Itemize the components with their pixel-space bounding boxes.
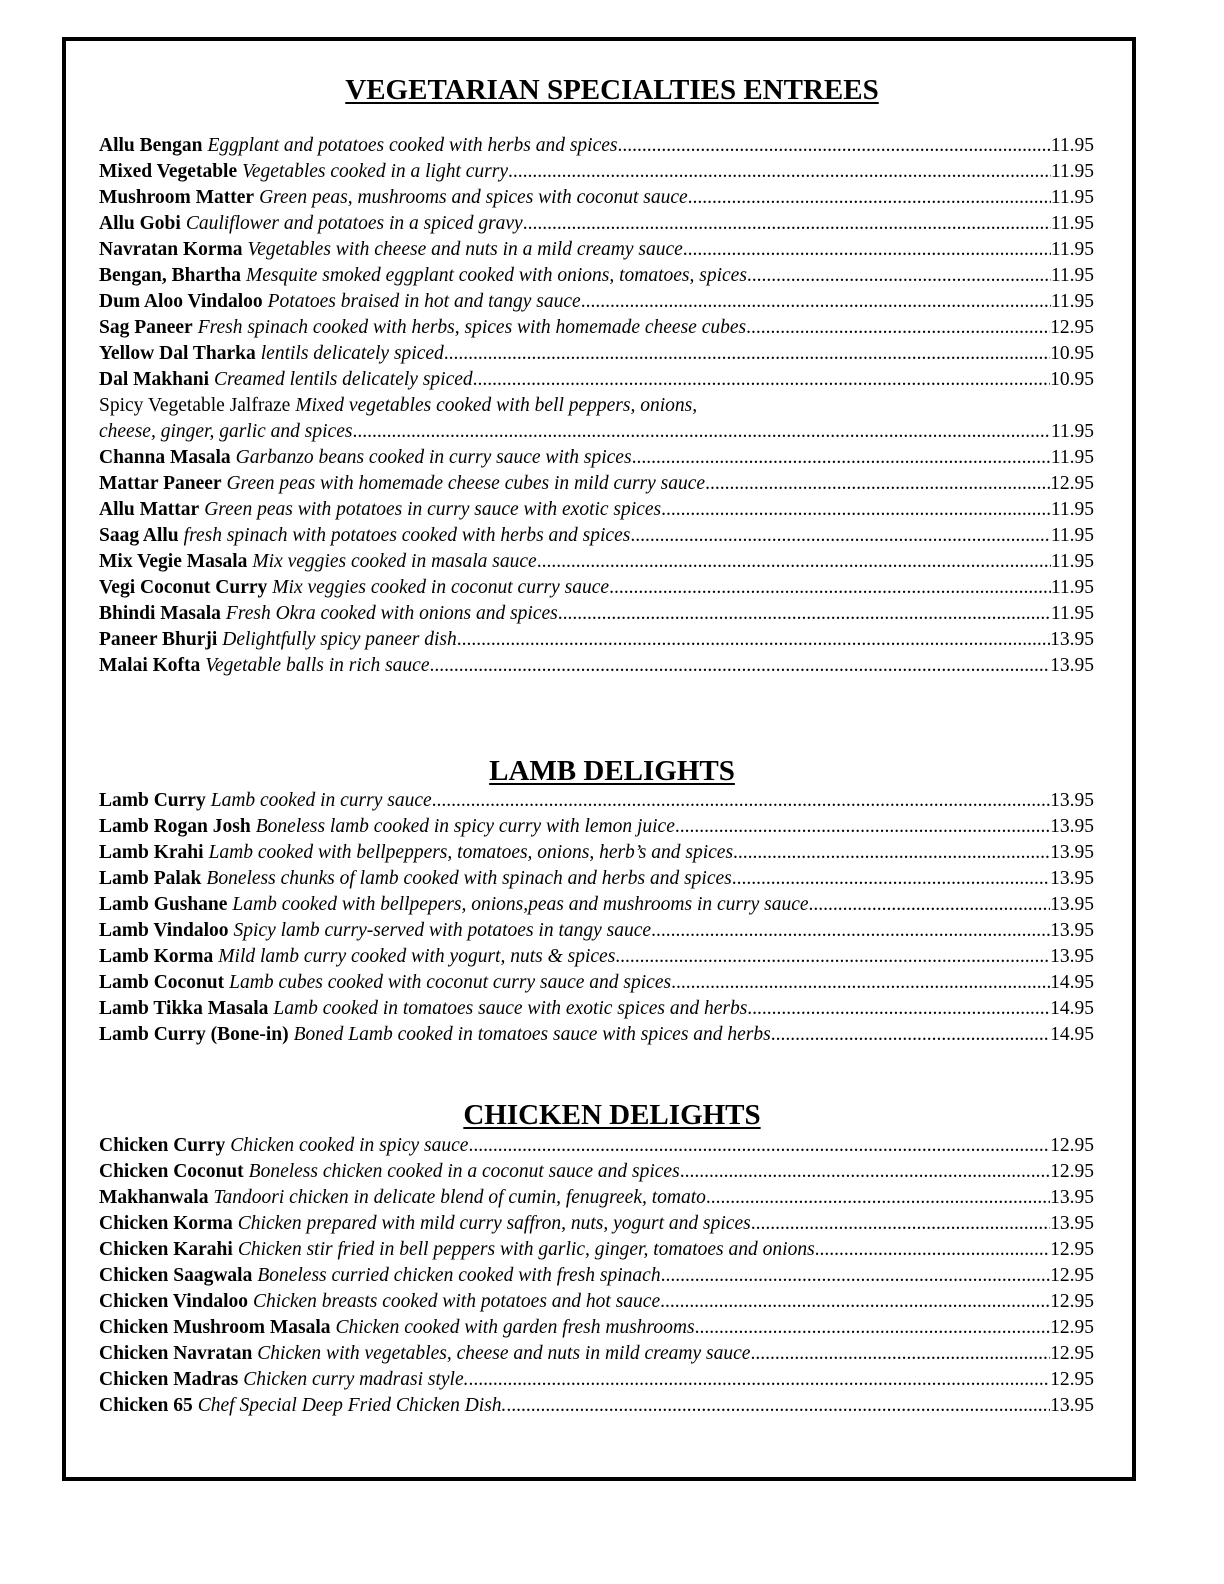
dot-leader bbox=[747, 263, 1051, 289]
menu-item bbox=[99, 523, 1094, 549]
item-description: Garbanzo beans cooked in curry sauce with spices bbox=[235, 447, 632, 468]
item-name: Allu Bengan bbox=[99, 135, 203, 156]
dot-leader bbox=[675, 814, 1050, 840]
item-price: 12.95 bbox=[1050, 1265, 1094, 1286]
item-description: Cauliflower and potatoes in a spiced gravy bbox=[185, 213, 523, 234]
item-name: Chicken Navratan bbox=[99, 1343, 253, 1364]
item-name: Chicken 65 bbox=[99, 1395, 193, 1416]
dot-leader bbox=[750, 1341, 1050, 1367]
menu-item bbox=[99, 788, 1094, 814]
item-description: Creamed lentils delicately spiced bbox=[213, 369, 473, 390]
dot-leader bbox=[746, 315, 1050, 341]
item-description: lentils delicately spiced bbox=[260, 343, 444, 364]
dot-leader bbox=[732, 866, 1050, 892]
item-name: Chicken Korma bbox=[99, 1213, 233, 1234]
item-description-continued: cheese, ginger, garlic and spices bbox=[99, 421, 353, 442]
dot-leader bbox=[352, 419, 1050, 445]
menu-item bbox=[99, 159, 1094, 185]
item-name: Lamb Curry (Bone-in) bbox=[99, 1024, 289, 1045]
menu-item bbox=[99, 653, 1094, 679]
item-price: 13.95 bbox=[1050, 1213, 1094, 1234]
dot-leader bbox=[444, 341, 1050, 367]
item-description: Lamb cooked with bellpeppers, tomatoes, onions, herb’s and spices bbox=[208, 842, 734, 863]
item-price: 13.95 bbox=[1050, 655, 1094, 676]
menu-item bbox=[99, 944, 1094, 970]
item-price: 12.95 bbox=[1050, 317, 1094, 338]
menu-item bbox=[99, 1341, 1094, 1367]
item-name: Spicy Vegetable Jalfraze bbox=[99, 395, 291, 416]
item-price: 11.95 bbox=[1050, 577, 1094, 598]
item-description: Mesquite smoked eggplant cooked with onions, tomatoes, spices bbox=[245, 265, 747, 286]
dot-leader bbox=[469, 1367, 1051, 1393]
item-description: Mixed vegetables cooked with bell peppers, onions, bbox=[295, 395, 698, 416]
item-description: Lamb cubes cooked with coconut curry sauce and spices bbox=[229, 972, 672, 993]
item-price: 12.95 bbox=[1050, 1161, 1094, 1182]
item-price: 11.95 bbox=[1050, 447, 1094, 468]
item-name: Chicken Vindaloo bbox=[99, 1291, 249, 1312]
item-name: Chicken Coconut bbox=[99, 1161, 244, 1182]
item-name: Lamb Rogan Josh bbox=[99, 816, 251, 837]
item-name: Chicken Saagwala bbox=[99, 1265, 253, 1286]
item-name: Lamb Krahi bbox=[99, 842, 204, 863]
item-name: Channa Masala bbox=[99, 447, 231, 468]
item-description: Eggplant and potatoes cooked with herbs and spices bbox=[207, 135, 618, 156]
item-description: Fresh spinach cooked with herbs, spices with homemade cheese cubes bbox=[197, 317, 747, 338]
menu-item bbox=[99, 289, 1094, 315]
menu-item bbox=[99, 497, 1094, 523]
menu-item bbox=[99, 575, 1094, 601]
menu-item bbox=[99, 892, 1094, 918]
dot-leader bbox=[695, 1315, 1051, 1341]
item-name: Mushroom Matter bbox=[99, 187, 255, 208]
item-price: 12.95 bbox=[1050, 1291, 1094, 1312]
dot-leader bbox=[671, 970, 1050, 996]
item-price: 11.95 bbox=[1050, 239, 1094, 260]
item-description: Potatoes braised in hot and tangy sauce bbox=[267, 291, 581, 312]
lamb-section-title: LAMB DELIGHTS bbox=[489, 755, 735, 787]
dot-leader bbox=[558, 601, 1051, 627]
veg-section-title: VEGETARIAN SPECIALTIES ENTREES bbox=[345, 74, 879, 106]
dot-leader bbox=[751, 1211, 1050, 1237]
item-price: 14.95 bbox=[1050, 1024, 1094, 1045]
menu-item bbox=[99, 549, 1094, 575]
dot-leader bbox=[523, 211, 1051, 237]
item-description: Chicken with vegetables, cheese and nuts in mild creamy sauce bbox=[257, 1343, 751, 1364]
menu-item bbox=[99, 1367, 1094, 1393]
item-price: 13.95 bbox=[1050, 920, 1094, 941]
menu-item bbox=[99, 1022, 1094, 1048]
dot-leader bbox=[432, 788, 1050, 814]
item-name: Chicken Karahi bbox=[99, 1239, 233, 1260]
item-description: Fresh Okra cooked with onions and spices bbox=[225, 603, 558, 624]
item-name: Saag Allu bbox=[99, 525, 179, 546]
dot-leader bbox=[815, 1237, 1050, 1263]
item-description: Vegetable balls in rich sauce bbox=[205, 655, 430, 676]
item-price: 11.95 bbox=[1050, 603, 1094, 624]
dot-leader bbox=[630, 523, 1051, 549]
item-price: 11.95 bbox=[1050, 291, 1094, 312]
item-name: Paneer Bhurji bbox=[99, 629, 218, 650]
menu-item bbox=[99, 814, 1094, 840]
item-description: Chicken cooked in spicy sauce bbox=[230, 1135, 469, 1156]
menu-item bbox=[99, 341, 1094, 367]
item-description: Boneless lamb cooked in spicy curry with lemon juice bbox=[255, 816, 675, 837]
item-name: Lamb Korma bbox=[99, 946, 214, 967]
item-name: Lamb Gushane bbox=[99, 894, 228, 915]
item-name: Dum Aloo Vindaloo bbox=[99, 291, 263, 312]
menu-item bbox=[99, 133, 1094, 159]
item-name: Makhanwala bbox=[99, 1187, 209, 1208]
item-price: 11.95 bbox=[1050, 421, 1094, 442]
item-description: Mix veggies cooked in masala sauce bbox=[252, 551, 537, 572]
item-price: 12.95 bbox=[1050, 1343, 1094, 1364]
veg-menu-list bbox=[99, 133, 1094, 679]
dot-leader bbox=[809, 892, 1051, 918]
menu-item bbox=[99, 866, 1094, 892]
menu-item bbox=[99, 1211, 1094, 1237]
menu-item bbox=[99, 627, 1094, 653]
dot-leader bbox=[661, 497, 1051, 523]
item-description: Chicken curry madrasi style. bbox=[243, 1369, 469, 1390]
item-price: 11.95 bbox=[1050, 161, 1094, 182]
item-name: Lamb Vindaloo bbox=[99, 920, 229, 941]
item-name: Allu Mattar bbox=[99, 499, 200, 520]
item-description: Boneless chunks of lamb cooked with spinach and herbs and spices bbox=[206, 868, 732, 889]
item-price: 13.95 bbox=[1050, 946, 1094, 967]
menu-item bbox=[99, 185, 1094, 211]
item-price: 11.95 bbox=[1050, 213, 1094, 234]
dot-leader bbox=[581, 289, 1051, 315]
item-description: Lamb cooked in curry sauce bbox=[210, 790, 432, 811]
item-name: Mix Vegie Masala bbox=[99, 551, 248, 572]
item-name: Lamb Palak bbox=[99, 868, 202, 889]
item-description: Boned Lamb cooked in tomatoes sauce with spices and herbs bbox=[293, 1024, 771, 1045]
dot-leader bbox=[688, 185, 1051, 211]
item-name: Mattar Paneer bbox=[99, 473, 222, 494]
dot-leader bbox=[473, 367, 1050, 393]
item-description: Boneless curried chicken cooked with fresh spinach bbox=[257, 1265, 661, 1286]
item-name: Lamb Curry bbox=[99, 790, 206, 811]
item-price: 11.95 bbox=[1050, 135, 1094, 156]
dot-leader bbox=[747, 996, 1050, 1022]
dot-leader bbox=[651, 918, 1050, 944]
item-price: 10.95 bbox=[1050, 369, 1094, 390]
chicken-menu-list bbox=[99, 1133, 1094, 1419]
dot-leader bbox=[508, 159, 1051, 185]
item-name: Chicken Curry bbox=[99, 1135, 226, 1156]
item-name: Lamb Tikka Masala bbox=[99, 998, 269, 1019]
item-name: Dal Makhani bbox=[99, 369, 209, 390]
menu-item bbox=[99, 1315, 1094, 1341]
item-description: Chicken prepared with mild curry saffron, nuts, yogurt and spices bbox=[237, 1213, 751, 1234]
menu-item bbox=[99, 970, 1094, 996]
menu-item bbox=[99, 1133, 1094, 1159]
item-price: 14.95 bbox=[1050, 998, 1094, 1019]
menu-item bbox=[99, 393, 1094, 419]
item-price: 12.95 bbox=[1050, 1369, 1094, 1390]
menu-item bbox=[99, 1393, 1094, 1419]
lamb-menu-list bbox=[99, 788, 1094, 1048]
item-name: Yellow Dal Tharka bbox=[99, 343, 256, 364]
dot-leader bbox=[771, 1022, 1050, 1048]
item-description: Mild lamb curry cooked with yogurt, nuts & spices bbox=[218, 946, 616, 967]
item-price: 13.95 bbox=[1050, 629, 1094, 650]
item-price: 12.95 bbox=[1050, 1135, 1094, 1156]
menu-item bbox=[99, 471, 1094, 497]
item-price: 13.95 bbox=[1050, 790, 1094, 811]
item-name: Lamb Coconut bbox=[99, 972, 225, 993]
menu-item bbox=[99, 996, 1094, 1022]
item-price: 11.95 bbox=[1050, 265, 1094, 286]
dot-leader bbox=[615, 944, 1050, 970]
dot-leader bbox=[683, 237, 1051, 263]
item-price: 11.95 bbox=[1050, 551, 1094, 572]
item-description: Boneless chicken cooked in a coconut sauce and spices bbox=[248, 1161, 680, 1182]
item-description: Spicy lamb curry-served with potatoes in tangy sauce bbox=[233, 920, 652, 941]
menu-item bbox=[99, 601, 1094, 627]
item-description: Lamb cooked with bellpepers, onions,peas and mushrooms in curry sauce bbox=[232, 894, 809, 915]
dot-leader bbox=[609, 575, 1051, 601]
dot-leader bbox=[457, 627, 1050, 653]
item-price: 12.95 bbox=[1050, 1317, 1094, 1338]
item-description: Chef Special Deep Fried Chicken Dish. bbox=[197, 1395, 507, 1416]
dot-leader bbox=[468, 1133, 1050, 1159]
item-description: Vegetables with cheese and nuts in a mild creamy sauce bbox=[247, 239, 683, 260]
item-description: Vegetables cooked in a light curry bbox=[242, 161, 508, 182]
dot-leader bbox=[733, 840, 1050, 866]
item-description: Green peas with homemade cheese cubes in mild curry sauce bbox=[226, 473, 706, 494]
item-description: Green peas with potatoes in curry sauce with exotic spices bbox=[204, 499, 662, 520]
item-description: Green peas, mushrooms and spices with coconut sauce bbox=[259, 187, 688, 208]
chicken-section-title: CHICKEN DELIGHTS bbox=[463, 1099, 761, 1131]
item-description: fresh spinach with potatoes cooked with herbs and spices bbox=[183, 525, 631, 546]
dot-leader bbox=[661, 1263, 1051, 1289]
item-description: Delightfully spicy paneer dish bbox=[222, 629, 457, 650]
item-name: Sag Paneer bbox=[99, 317, 193, 338]
item-name: Bengan, Bhartha bbox=[99, 265, 241, 286]
item-price: 11.95 bbox=[1050, 499, 1094, 520]
item-price: 13.95 bbox=[1050, 868, 1094, 889]
item-price: 12.95 bbox=[1050, 473, 1094, 494]
dot-leader bbox=[632, 445, 1051, 471]
item-price: 13.95 bbox=[1050, 1187, 1094, 1208]
item-description: Mix veggies cooked in coconut curry sauce bbox=[272, 577, 610, 598]
item-price: 13.95 bbox=[1050, 1395, 1094, 1416]
item-price: 11.95 bbox=[1050, 525, 1094, 546]
item-price: 13.95 bbox=[1050, 816, 1094, 837]
item-price: 13.95 bbox=[1050, 894, 1094, 915]
item-name: Mixed Vegetable bbox=[99, 161, 238, 182]
item-price: 14.95 bbox=[1050, 972, 1094, 993]
dot-leader bbox=[537, 549, 1051, 575]
menu-item bbox=[99, 1237, 1094, 1263]
dot-leader bbox=[706, 1185, 1050, 1211]
item-price: 10.95 bbox=[1050, 343, 1094, 364]
item-name: Bhindi Masala bbox=[99, 603, 221, 624]
menu-item bbox=[99, 445, 1094, 471]
dot-leader bbox=[680, 1159, 1050, 1185]
item-name: Chicken Madras bbox=[99, 1369, 239, 1390]
item-description: Chicken cooked with garden fresh mushrooms bbox=[335, 1317, 695, 1338]
item-description: Chicken breasts cooked with potatoes and hot sauce bbox=[253, 1291, 661, 1312]
menu-item bbox=[99, 1289, 1094, 1315]
dot-leader bbox=[618, 133, 1051, 159]
item-description: Tandoori chicken in delicate blend of cumin, fenugreek, tomato bbox=[213, 1187, 706, 1208]
item-name: Chicken Mushroom Masala bbox=[99, 1317, 331, 1338]
item-name: Navratan Korma bbox=[99, 239, 243, 260]
menu-item bbox=[99, 840, 1094, 866]
menu-item bbox=[99, 237, 1094, 263]
dot-leader bbox=[705, 471, 1050, 497]
item-description: Lamb cooked in tomatoes sauce with exotic spices and herbs bbox=[273, 998, 748, 1019]
item-name: Allu Gobi bbox=[99, 213, 181, 234]
menu-item bbox=[99, 918, 1094, 944]
item-price: 11.95 bbox=[1050, 187, 1094, 208]
item-price: 12.95 bbox=[1050, 1239, 1094, 1260]
item-name: Vegi Coconut Curry bbox=[99, 577, 268, 598]
menu-item bbox=[99, 1185, 1094, 1211]
item-price: 13.95 bbox=[1050, 842, 1094, 863]
menu-item bbox=[99, 315, 1094, 341]
menu-item bbox=[99, 1263, 1094, 1289]
menu-item bbox=[99, 367, 1094, 393]
menu-item bbox=[99, 211, 1094, 237]
item-name: Malai Kofta bbox=[99, 655, 201, 676]
dot-leader bbox=[660, 1289, 1050, 1315]
menu-item bbox=[99, 263, 1094, 289]
menu-item bbox=[99, 1159, 1094, 1185]
dot-leader bbox=[429, 653, 1050, 679]
dot-leader bbox=[506, 1393, 1050, 1419]
menu-item-continued bbox=[99, 419, 1094, 445]
item-description: Chicken stir fried in bell peppers with garlic, ginger, tomatoes and onions bbox=[237, 1239, 815, 1260]
